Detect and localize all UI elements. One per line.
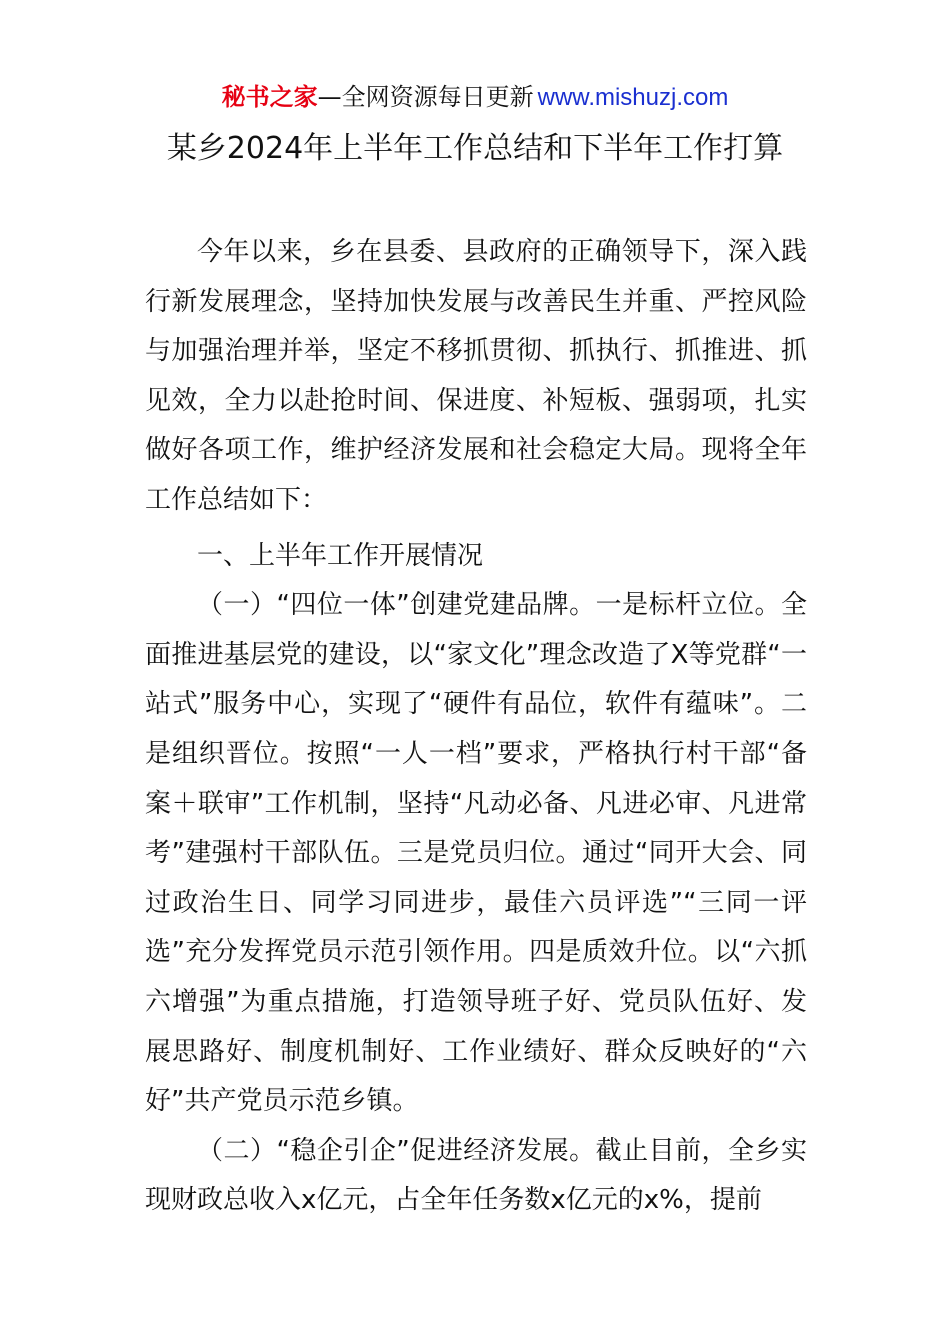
- header-dash: —: [317, 83, 342, 111]
- site-brand: 秘书之家: [221, 83, 318, 111]
- section-heading: 一、上半年工作开展情况: [197, 540, 484, 571]
- item-1-paragraph: （一）“四位一体”创建党建品牌。一是标杆立位。全面推进基层党的建设，以“家文化”理念改造了X等党群“一站式”服务中心，实现了“硬件有品位，软件有蕴味”。二是组织晋位。按照“一人一档”要求，严格执行村干部“备案＋联审”工作机制，坚持“凡动必备、凡进必审、凡进常考”建强村干部队伍。三是党员归位。通过“同开大会、同过政治生日、同学习同进步，最佳六员评选”“三同一评选”充分发挥党员示范引领作用。四是质效升位。以“六抓六增强”为重点措施，打造领导班子好、党员队伍好、发展思路好、制度机制好、工作业绩好、群众反映好的“六好”共产党员示范乡镇。: [145, 590, 807, 1117]
- site-url-link[interactable]: www.mishuzj.com: [537, 84, 729, 111]
- item-2-paragraph: （二）“稳企引企”促进经济发展。截止目前，全乡实现财政总收入x亿元，占全年任务数x亿元的x%，提前: [145, 1135, 807, 1216]
- site-slogan: 全网资源每日更新: [341, 83, 534, 111]
- intro-paragraph: 今年以来，乡在县委、县政府的正确领导下，深入践行新发展理念，坚持加快发展与改善民生并重、严控风险与加强治理并举，坚定不移抓贯彻、抓执行、抓推进、抓见效，全力以赴抢时间、保进度、补短板、强弱项，扎实做好各项工作，维护经济发展和社会稳定大局。现将全年工作总结如下：: [145, 237, 807, 515]
- document-body: [145, 228, 807, 1226]
- document-title: 某乡2024年上半年工作总结和下半年工作打算: [166, 131, 784, 166]
- site-header: [0, 80, 950, 115]
